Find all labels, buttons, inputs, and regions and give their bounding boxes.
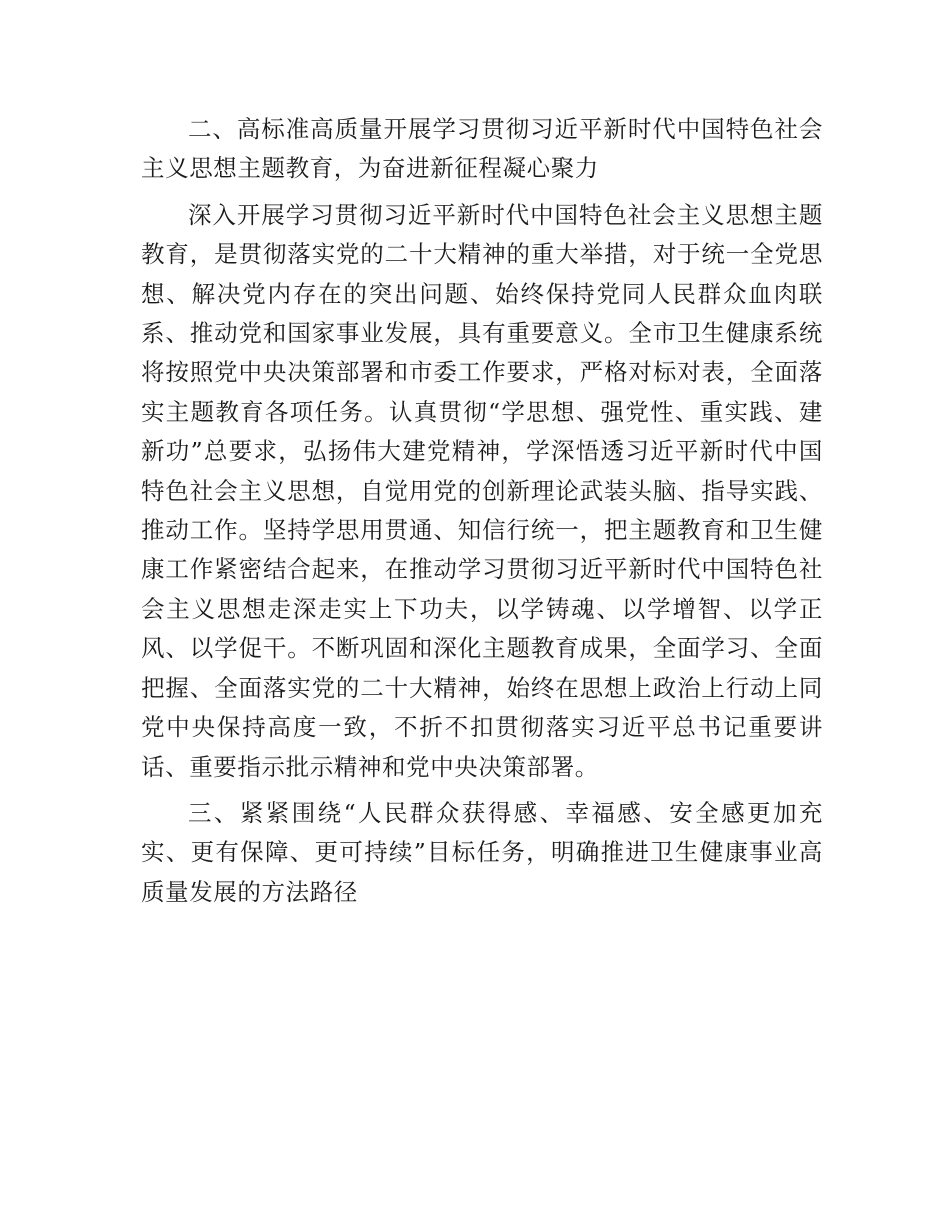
document-body [141,110,823,919]
section-heading-two: 二、高标准高质量开展学习贯彻习近平新时代中国特色社会主义思想主题教育，为奋进新征程凝心聚力 [141,115,823,183]
body-paragraph: 深入开展学习贯彻习近平新时代中国特色社会主义思想主题教育，是贯彻落实党的二十大精神的重大举措，对于统一全党思想、解决党内存在的突出问题、始终保持党同人民群众血肉联系、推动党和国家事业发展，具有重要意义。全市卫生健康系统将按照党中央决策部署和市委工作要求，严格对标对表，全面落实主题教育各项任务。认真贯彻“学思想、强党性、重实践、建新功”总要求，弘扬伟大建党精神，学深悟透习近平新时代中国特色社会主义思想，自觉用党的创新理论武装头脑、指导实践、推动工作。坚持学思用贯通、知信行统一，把主题教育和卫生健康工作紧密结合起来，在推动学习贯彻习近平新时代中国特色社会主义思想走深走实上下功夫，以学铸魂、以学增智、以学正风、以学促干。不断巩固和深化主题教育成果，全面学习、全面把握、全面落实党的二十大精神，始终在思想上政治上行动上同党中央保持高度一致，不折不扣贯彻落实习近平总书记重要讲话、重要指示批示精神和党中央决策部署。 [141,200,823,781]
section-heading-three: 三、紧紧围绕“人民群众获得感、幸福感、安全感更加充实、更有保障、更可持续”目标任务，明确推进卫生健康事业高质量发展的方法路径 [141,798,823,906]
